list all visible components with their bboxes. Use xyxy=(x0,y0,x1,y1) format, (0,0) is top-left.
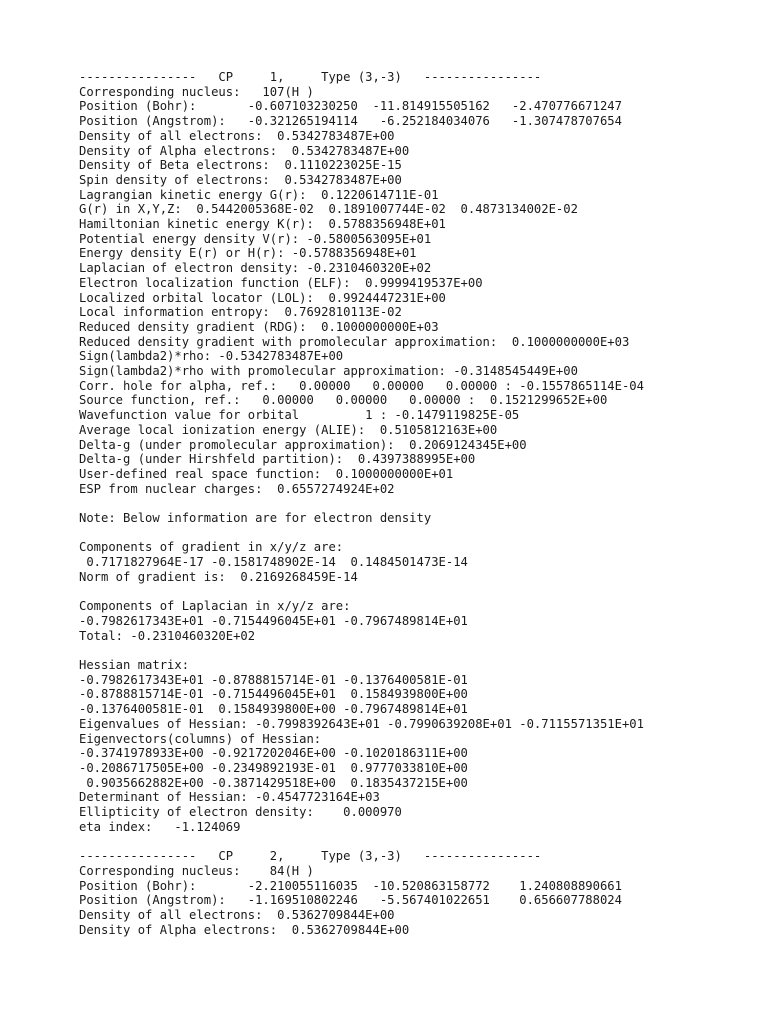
text-line: Note: Below information are for electron density xyxy=(79,511,432,526)
text-line: 0.9035662882E+00 -0.3871429518E+00 0.1835437215E+00 xyxy=(79,775,468,790)
text-line: Sign(lambda2)*rho with promolecular approximation: -0.3148545449E+00 xyxy=(79,364,578,379)
text-line: Reduced density gradient with promolecular approximation: 0.1000000000E+03 xyxy=(79,334,630,349)
text-line: Reduced density gradient (RDG): 0.1000000000E+03 xyxy=(79,319,439,334)
text-line: Wavefunction value for orbital 1 : -0.1479119825E-05 xyxy=(79,408,520,423)
text-line: -0.3741978933E+00 -0.9217202046E+00 -0.1020186311E+00 xyxy=(79,746,468,761)
text-line: Lagrangian kinetic energy G(r): 0.1220614711E-01 xyxy=(79,187,439,202)
text-line: Density of all electrons: 0.5342783487E+00 xyxy=(79,128,395,143)
text-line: Energy density E(r) or H(r): -0.5788356948E+01 xyxy=(79,246,417,261)
text-line: Corresponding nucleus: 84(H ) xyxy=(79,863,314,878)
text-line: -0.2086717505E+00 -0.2349892193E-01 0.9777033810E+00 xyxy=(79,760,468,775)
text-line: Position (Angstrom): -0.321265194114 -6.252184034076 -1.307478707654 xyxy=(79,114,622,129)
text-line: Components of Laplacian in x/y/z are: xyxy=(79,599,351,614)
text-line xyxy=(79,835,644,850)
text-line: Corr. hole for alpha, ref.: 0.00000 0.00000 0.00000 : -0.1557865114E-04 xyxy=(79,378,644,393)
text-line xyxy=(79,526,644,541)
text-line: Delta-g (under promolecular approximation): 0.2069124345E+00 xyxy=(79,437,527,452)
text-line: Position (Bohr): -0.607103230250 -11.814915505162 -2.470776671247 xyxy=(79,99,622,114)
text-line: Potential energy density V(r): -0.5800563095E+01 xyxy=(79,231,432,246)
text-line: Hessian matrix: xyxy=(79,658,190,673)
text-line: User-defined real space function: 0.1000000000E+01 xyxy=(79,466,454,481)
text-line: Electron localization function (ELF): 0.9999419537E+00 xyxy=(79,275,483,290)
text-line xyxy=(79,496,644,511)
text-line: Ellipticity of electron density: 0.000970 xyxy=(79,805,402,820)
text-line xyxy=(79,643,644,658)
text-line: Norm of gradient is: 0.2169268459E-14 xyxy=(79,569,358,584)
text-line: Eigenvalues of Hessian: -0.7998392643E+01 -0.7990639208E+01 -0.7115571351E+01 xyxy=(79,716,644,731)
text-line: Density of all electrons: 0.5362709844E+00 xyxy=(79,908,395,922)
text-line: Total: -0.2310460320E+02 xyxy=(79,628,256,643)
text-line: -0.7982617343E+01 -0.8788815714E-01 -0.1376400581E-01 xyxy=(79,672,468,687)
text-line: Localized orbital locator (LOL): 0.9924447231E+00 xyxy=(79,290,446,305)
text-line: Components of gradient in x/y/z are: xyxy=(79,540,344,555)
text-line: ---------------- CP 2, Type (3,-3) ---------------- xyxy=(79,849,542,864)
text-line: Position (Angstrom): -1.169510802246 -5.567401022651 0.656607788024 xyxy=(79,893,622,908)
text-line: Sign(lambda2)*rho: -0.5342783487E+00 xyxy=(79,349,344,364)
text-line: Determinant of Hessian: -0.4547723164E+03 xyxy=(79,790,380,805)
text-line: Density of Beta electrons: 0.1110223025E-15 xyxy=(79,158,402,173)
text-line: 0.7171827964E-17 -0.1581748902E-14 0.1484501473E-14 xyxy=(79,555,468,570)
text-line: Local information entropy: 0.7692810113E-02 xyxy=(79,305,402,320)
text-line: ESP from nuclear charges: 0.6557274924E+02 xyxy=(79,481,395,496)
text-line: Density of Alpha electrons: 0.5342783487E+00 xyxy=(79,143,410,158)
text-line: Spin density of electrons: 0.5342783487E+00 xyxy=(79,172,402,187)
text-line: -0.1376400581E-01 0.1584939800E+00 -0.7967489814E+01 xyxy=(79,702,468,717)
text-line: Hamiltonian kinetic energy K(r): 0.5788356948E+01 xyxy=(79,217,446,232)
text-line: eta index: -1.124069 xyxy=(79,819,241,834)
text-line: G(r) in X,Y,Z: 0.5442005368E-02 0.1891007744E-02 0.4873134002E-02 xyxy=(79,202,578,217)
text-line: Corresponding nucleus: 107(H ) xyxy=(79,84,314,99)
text-line: Average local ionization energy (ALIE): 0.5105812163E+00 xyxy=(79,422,498,437)
text-line: Position (Bohr): -2.210055116035 -10.520863158772 1.240808890661 xyxy=(79,878,622,893)
text-line: Eigenvectors(columns) of Hessian: xyxy=(79,731,322,746)
text-line: Delta-g (under Hirshfeld partition): 0.4397388995E+00 xyxy=(79,452,476,467)
text-line: -0.7982617343E+01 -0.7154496045E+01 -0.7967489814E+01 xyxy=(79,613,468,628)
text-line: Density of Alpha electrons: 0.5362709844E+00 xyxy=(79,922,410,937)
text-line xyxy=(79,585,644,600)
cp-analysis-output-text xyxy=(79,70,644,937)
text-line: -0.8788815714E-01 -0.7154496045E+01 0.1584939800E+00 xyxy=(79,687,468,702)
text-line: Laplacian of electron density: -0.2310460320E+02 xyxy=(79,261,432,276)
text-line: Source function, ref.: 0.00000 0.00000 0.00000 : 0.1521299652E+00 xyxy=(79,393,608,408)
text-line: ---------------- CP 1, Type (3,-3) ---------------- xyxy=(79,70,542,84)
